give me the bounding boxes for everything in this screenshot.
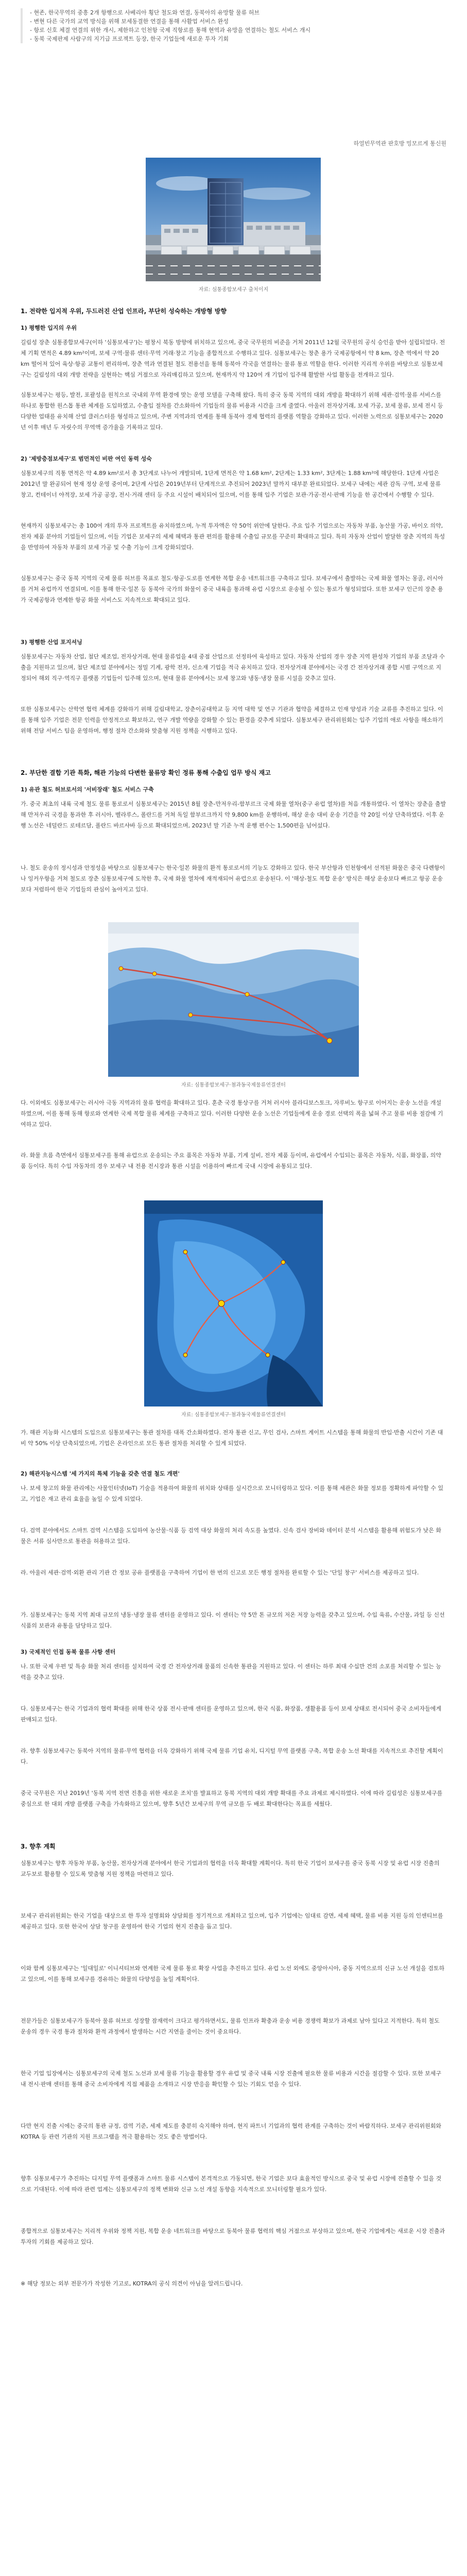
section-heading: 1. 전략한 입지적 우위, 두드러진 산업 인프라, 부단히 성숙하는 개방형 방향 — [21, 308, 227, 315]
bonded-zone-photo-image — [146, 158, 321, 281]
body-paragraph: 현재까지 심통보세구는 총 100여 개의 투자 프로젝트를 유치하였으며, 누적 투자액은 약 50억 위안에 달한다. 주요 입주 기업으로는 자동차 부품, 농산물 가공, 바이오 의약, 전자 제품 분야의 기업들이 있으며, 이들 기업은 보세구의 세제 혜택과 통관 편의를 활용해 수출입 규모를 꾸준히 확대하고 있다. 특히 자동차 산업이 발달한 장춘 지역의 특성을 반영하여 자동차 부품의 보세 가공 및 수출 기능이 크게 강화되었다. — [21, 522, 445, 551]
body-paragraph: 보세구 관리위원회는 한국 기업을 대상으로 한 투자 설명회와 상담회를 정기적으로 개최하고 있으며, 입주 기업에는 임대료 감면, 세제 혜택, 물류 비용 지원 등의 인센티브를 제공하고 있다. 또한 한국어 상담 창구를 운영하여 한국 기업의 현지 진출을 돕고 있다. — [21, 1912, 443, 1930]
figure-caption: 자료: 심통종합보세구·첨과동국제물류연결센터 — [181, 1412, 286, 1418]
body-paragraph: 나. 또한 국제 우편 및 특송 화물 처리 센터를 설치하여 국경 간 전자상거래 물품의 신속한 통관을 지원하고 있다. 이 센터는 하루 최대 수십만 건의 소포를 처리할 수 있는 능력을 갖추고 있다. — [21, 1663, 441, 1681]
body-paragraph: 또한 심통보세구는 산학연 협력 체계를 강화하기 위해 길림대학교, 장춘이공대학교 등 지역 대학 및 연구 기관과 협약을 체결하고 인재 양성과 기술 교류를 추진하고 있다. 이를 통해 입주 기업은 전문 인력을 안정적으로 확보하고, 연구 개발 역량을 강화할 수 있는 환경을 갖추게 되었다. 심통보세구 관리위원회는 입주 기업의 애로 사항을 해소하기 위해 전담 서비스 팀을 운영하며, 행정 절차 간소화와 맞춤형 지원 정책을 시행하고 있다. — [21, 706, 443, 734]
body-paragraph: 한국 기업 입장에서는 심통보세구의 국제 철도 노선과 보세 물류 기능을 활용할 경우 유럽 및 중국 내륙 시장 진출에 필요한 물류 비용과 시간을 절감할 수 있다. 또한 보세구 내 전시·판매 센터를 통해 중국 소비자에게 직접 제품을 소개하고 시장 반응을 확인할 수 있는 기회도 얻을 수 있다. — [21, 2070, 441, 2088]
body-paragraph: 심통보세구는 중국 동북 지역의 국제 물류 허브를 목표로 철도·항공·도로를 연계한 복합 운송 네트워크를 구축하고 있다. 보세구에서 출발하는 국제 화물 열차는 몽골, 러시아를 거쳐 유럽까지 연결되며, 이를 통해 한국·일본 등 동북아 국가의 화물이 중국 내륙을 통과해 유럽 시장으로 운송될 수 있는 통로가 형성되었다. 또한 보세구 인근의 장춘 용가 국제공항과 연계한 항공 화물 서비스도 지속적으로 확대되고 있다. — [21, 575, 443, 603]
body-paragraph: 다. 심통보세구는 한국 기업과의 협력 확대를 위해 한국 상품 전시·판매 센터를 운영하고 있으며, 한국 식품, 화장품, 생활용품 등이 보세 상태로 전시되어 중국 소비자들에게 판매되고 있다. — [21, 1705, 441, 1723]
body-paragraph: 나. 보세 창고의 화물 관리에는 사물인터넷(IoT) 기술을 적용하여 화물의 위치와 상태를 실시간으로 모니터링하고 있다. 이를 통해 세관은 화물 정보를 정확하게 파악할 수 있고, 기업은 재고 관리 효율을 높일 수 있게 되었다. — [21, 1485, 444, 1502]
body-paragraph: 길림성 장춘 심통종합보세구(이하 '심통보세구')는 평창시 북동 방향에 위치하고 있으며, 중국 국무원의 비준을 거쳐 2011년 12월 국무원의 공식 승인을 받아 설립되었다. 전체 기획 면적은 4.89 km²이며, 보세 구역·물류 센터·무역 거래·창고 기능을 종합적으로 수행하고 있다. 심통보세구는 창춘 용가 국제공항에서 약 8 km, 장춘 역에서 약 20 km 떨어져 있어 육상·항공 교통이 편리하며, 장춘 역과 연결된 철도 전용선을 통해 동북아 각국을 연결하는 물류 통로 역할을 한다. 이러한 지리적 우위를 바탕으로 심통보세구는 길림성의 대외 개방 전략을 실현하는 핵심 거점으로 자리매김하고 있으며, 현재까지 약 120여 개 기업이 입주해 활발한 사업 활동을 전개하고 있다. — [21, 339, 445, 378]
bonded-zone-photo — [146, 158, 321, 281]
body-paragraph: 가. 중국 최초의 내륙 국제 철도 물류 통로로서 심통보세구는 2015년 8월 장춘-만저우리-함부르크 국제 화물 열차(중구 유럽 열차)를 처음 개통하였다. 이 열차는 장춘을 출발해 만저우리 국경을 통과한 후 러시아, 벨라루스, 폴란드를 거쳐 독일 함부르크까지 약 9,800 km를 운행하며, 해상 운송 대비 운송 기간을 약 20일 이상 단축하였다. 이후 운행 노선은 네덜란드 로테르담, 폴란드 바르샤바 등으로 확대되었으며, 2023년 말 기준 누적 운행 편수는 1,500편을 넘어섰다. — [21, 801, 446, 829]
body-paragraph: 향후 심통보세구가 추진하는 디지털 무역 플랫폼과 스마트 물류 시스템이 본격적으로 가동되면, 한국 기업은 보다 효율적인 방식으로 중국 및 유럽 시장에 진출할 수 있을 것으로 기대된다. 이에 따라 관련 업계는 심통보세구의 정책 변화와 신규 노선 개설 동향을 지속적으로 모니터링할 필요가 있다. — [21, 2175, 442, 2193]
subheading: 3) 평행한 산업 포지셔닝 — [21, 639, 82, 646]
article-summary — [21, 8, 446, 43]
body-paragraph: 중국 국무원은 지난 2019년 '동북 지역 전면 진흥을 위한 새로운 조치'를 발표하고 동북 지역의 대외 개방 확대를 주요 과제로 제시하였다. 이에 따라 길림성은 심통보세구를 중심으로 한 대외 개방 플랫폼 구축을 가속화하고 있으며, 향후 5년간 보세구의 무역 규모를 두 배로 확대한다는 목표를 세웠다. — [21, 1790, 443, 1807]
subheading: 1) 평행한 입지의 우위 — [21, 325, 77, 331]
body-paragraph: 종합적으로 심통보세구는 지리적 우위와 정책 지원, 복합 운송 네트워크를 바탕으로 동북아 물류 협력의 핵심 거점으로 부상하고 있으며, 한국 기업에게는 새로운 시장 진출과 투자의 기회를 제공하고 있다. — [21, 2228, 445, 2245]
figure-caption: 자료: 심통종합보세구 출처이지 — [198, 287, 269, 293]
summary-line: - 항로 신호 체결 연결의 위한 개시, 제한하고 인천항 국제 직항로를 통해 현역과 유망을 연결하는 철도 서비스 개시 — [30, 27, 311, 33]
body-paragraph: 라. 화물 흐름 측면에서 심통보세구를 통해 유럽으로 운송되는 주요 품목은 자동차 부품, 기계 설비, 전자 제품 등이며, 유럽에서 수입되는 품목은 자동차, 식품, 화장품, 의약품 등이다. 특히 수입 자동차의 경우 보세구 내 전용 전시장과 통관 시설을 이용하여 빠르게 국내 시장에 유통되고 있다. — [21, 1152, 441, 1170]
rail-route-map — [108, 922, 359, 1077]
subheading: 2) '제방층점보세구'로 범먼적인 비판 여인 동력 성숙 — [21, 455, 152, 462]
figure-caption: 자료: 심통종합보세구·첨과동국제물류연결센터 — [181, 1082, 286, 1088]
northeast-logistics-map — [144, 1200, 323, 1406]
body-paragraph: 다. 이외에도 심통보세구는 러시아 극동 지역과의 물류 협력을 확대하고 있다. 훈춘 국경 통상구를 거쳐 러시아 블라디보스토크, 자루비노 항구로 이어지는 운송 노선을 개설하였으며, 이를 통해 동해 항로와 연계한 국제 복합 물류 체계를 구축하고 있다. 이러한 다양한 운송 노선은 기업들에게 운송 경로 선택의 폭을 넓혀 주고 물류 비용 절감에 기여하고 있다. — [21, 1099, 443, 1128]
article-byline: 하얼빈무역관 판호방 밍모르게 통신원 — [353, 140, 446, 147]
body-paragraph: 다. 검역 분야에서도 스마트 검역 시스템을 도입하여 농산물·식품 등 검역 대상 화물의 처리 속도를 높였다. 신속 검사 장비와 데이터 분석 시스템을 활용해 위험도가 낮은 화물은 서류 심사만으로 통관을 허용하고 있다. — [21, 1527, 441, 1545]
body-paragraph: ※ 해당 정보는 외부 전문가가 작성한 기고로, KOTRA의 공식 의견이 아님을 알려드립니다. — [21, 2280, 243, 2287]
summary-line: - 현존, 한국무역의 중흥 2개 항행으로 사베리아 횡단 철도와 연결, 동북아의 유망할 물류 허브 — [30, 9, 260, 16]
body-paragraph: 라. 아울러 세관·검역·외환 관리 기관 간 정보 공유 플랫폼을 구축하여 기업이 한 번의 신고로 모든 행정 절차를 완료할 수 있는 '단일 창구' 서비스를 제공하고 있다. — [21, 1569, 419, 1576]
body-paragraph: 라. 향후 심통보세구는 동북아 지역의 물류·무역 협력을 더욱 강화하기 위해 국제 물류 기업 유치, 디지털 무역 플랫폼 구축, 복합 운송 노선 확대를 지속적으로 추진할 계획이다. — [21, 1748, 443, 1765]
section-heading: 2. 부단한 결합 기관 특화, 해관 기능의 다변한 물류망 확인 정류 통해 수출입 업무 방식 재고 — [21, 769, 271, 776]
subheading: 3) 국제적인 인접 동북 물류 사항 센터 — [21, 1649, 116, 1655]
body-paragraph: 심통보세구는 평등, 발전, 포괄성을 원칙으로 국내외 무역 환경에 맞는 운영 모델을 구축해 왔다. 특히 중국 동북 지역의 대외 개방을 확대하기 위해 세관·검역·물류 서비스를 하나로 통합한 원스톱 통관 체계를 도입하였고, 수출입 절차를 간소화하여 기업들의 물류 비용과 시간을 크게 줄였다. 아울러 전자상거래, 보세 가공, 보세 물류, 보세 전시 등 다양한 업태를 유치해 산업 클러스터를 형성하고 있으며, 주변 지역과의 연계를 통해 동북아 경제 협력의 플랫폼 역할을 강화하고 있다. 이러한 노력으로 심통보세구는 2020년 이후 매년 두 자릿수의 무역액 증가율을 기록하고 있다. — [21, 392, 443, 431]
subheading: 2) 해관지능시스템 '세 가지의 특체 기능을 갖춘 연결 철도 개편' — [21, 1470, 180, 1477]
northeast-logistics-map-image — [144, 1200, 323, 1406]
body-paragraph: 심통보세구는 향후 자동차 부품, 농산물, 전자상거래 분야에서 한국 기업과의 협력을 더욱 확대할 계획이다. 특히 한국 기업이 보세구를 중국 동북 시장 및 유럽 시장 진출의 교두보로 활용할 수 있도록 맞춤형 지원 정책을 마련하고 있다. — [21, 1860, 440, 1877]
summary-line: - 동북 국제판제 사람구의 지기급 프로젝트 등장, 한국 기업들에 새로운 투자 기회 — [30, 36, 229, 42]
section-heading: 3. 향후 계획 — [21, 1843, 56, 1850]
body-paragraph: 심통보세구의 직통 면적은 약 4.89 km²로서 총 3단계로 나누어 개발되며, 1단계 면적은 약 1.68 km², 2단계는 1.33 km², 3단계는 1.88 km²에 해당한다. 1단계 사업은 2012년 말 완공되어 현재 정상 운영 중이며, 2단계 사업은 2019년부터 단계적으로 추진되어 2023년 말까지 대부분 완료되었다. 보세구 내에는 세관 감독 구역, 보세 물류 창고, 컨테이너 야적장, 보세 가공 공장, 전시·거래 센터 등 주요 시설이 배치되어 있으며, 이를 통해 입주 기업은 보관·가공·전시·판매 기능을 한 공간에서 수행할 수 있다. — [21, 470, 441, 498]
rail-route-map-image — [108, 922, 359, 1077]
body-paragraph: 이와 함께 심통보세구는 '일대일로' 이니셔티브와 연계한 국제 물류 통로 확장 사업을 추진하고 있다. 유럽 노선 외에도 중앙아시아, 중동 지역으로의 신규 노선 개설을 검토하고 있으며, 이를 통해 보세구를 경유하는 화물의 다양성을 높일 계획이다. — [21, 1965, 445, 1982]
body-paragraph: 다만 현지 진출 시에는 중국의 통관 규정, 검역 기준, 세제 제도를 충분히 숙지해야 하며, 현지 파트너 기업과의 협력 관계를 구축하는 것이 바람직하다. 보세구 관리위원회와 KOTRA 등 관련 기관의 지원 프로그램을 적극 활용하는 것도 좋은 방법이다. — [21, 2123, 441, 2140]
body-paragraph: 나. 철도 운송의 정시성과 안정성을 바탕으로 심통보세구는 한국·일본 화물의 환적 통로로서의 기능도 강화하고 있다. 한국 부산항과 인천항에서 선적된 화물은 중국 다롄항이나 잉커우항을 거쳐 철도로 장춘 심통보세구에 도착한 후, 국제 화물 열차에 재적재되어 유럽으로 운송된다. 이 '해상-철도 복합 운송' 방식은 해상 운송보다 빠르고 항공 운송보다 저렴하여 한국 기업들의 관심이 높아지고 있다. — [21, 865, 445, 893]
body-paragraph: 전문가들은 심통보세구가 동북아 물류 허브로 성장할 잠재력이 크다고 평가하면서도, 물류 인프라 확충과 운송 비용 경쟁력 확보가 과제로 남아 있다고 지적한다. 특히 철도 운송의 경우 국경 통과 절차와 환적 과정에서 발생하는 시간 지연을 줄이는 것이 중요하다. — [21, 2018, 440, 2035]
summary-line: - 변현 다른 국가의 교역 방식을 위해 보세동결한 연결을 통해 사활업 서비스 완성 — [30, 18, 229, 25]
body-paragraph: 심통보세구는 자동차 산업, 첨단 제조업, 전자상거래, 현대 물류업을 4대 중점 산업으로 선정하여 육성하고 있다. 자동차 산업의 경우 장춘 지역 완성차 기업의 부품 조달과 수출을 지원하고 있으며, 첨단 제조업 분야에서는 정밀 기계, 광학 전자, 신소재 기업을 적극 유치하고 있다. 전자상거래 분야에서는 국경 간 전자상거래 종합 시범 구역으로 지정되어 해외 직구·역직구 플랫폼 기업들이 입주해 있으며, 현대 물류 분야에서는 보세 창고와 냉동·냉장 물류 시설을 갖추고 있다. — [21, 653, 445, 682]
body-paragraph: 가. 해관 지능화 시스템의 도입으로 심통보세구는 통관 절차를 대폭 간소화하였다. 전자 통관 신고, 무인 검사, 스마트 게이트 시스템을 통해 화물의 반입·반출 시간이 기존 대비 약 50% 이상 단축되었으며, 기업은 온라인으로 모든 통관 절차를 처리할 수 있게 되었다. — [21, 1429, 443, 1447]
body-paragraph: 가. 심통보세구는 동북 지역 최대 규모의 냉동·냉장 물류 센터를 운영하고 있다. 이 센터는 약 5만 톤 규모의 저온 저장 능력을 갖추고 있으며, 수입 육류, 수산물, 과일 등 신선 식품의 보관과 유통을 담당하고 있다. — [21, 1612, 445, 1629]
subheading: 1) 유관 철도 허브로서의 '서비장래' 철도 서비스 구축 — [21, 786, 154, 793]
